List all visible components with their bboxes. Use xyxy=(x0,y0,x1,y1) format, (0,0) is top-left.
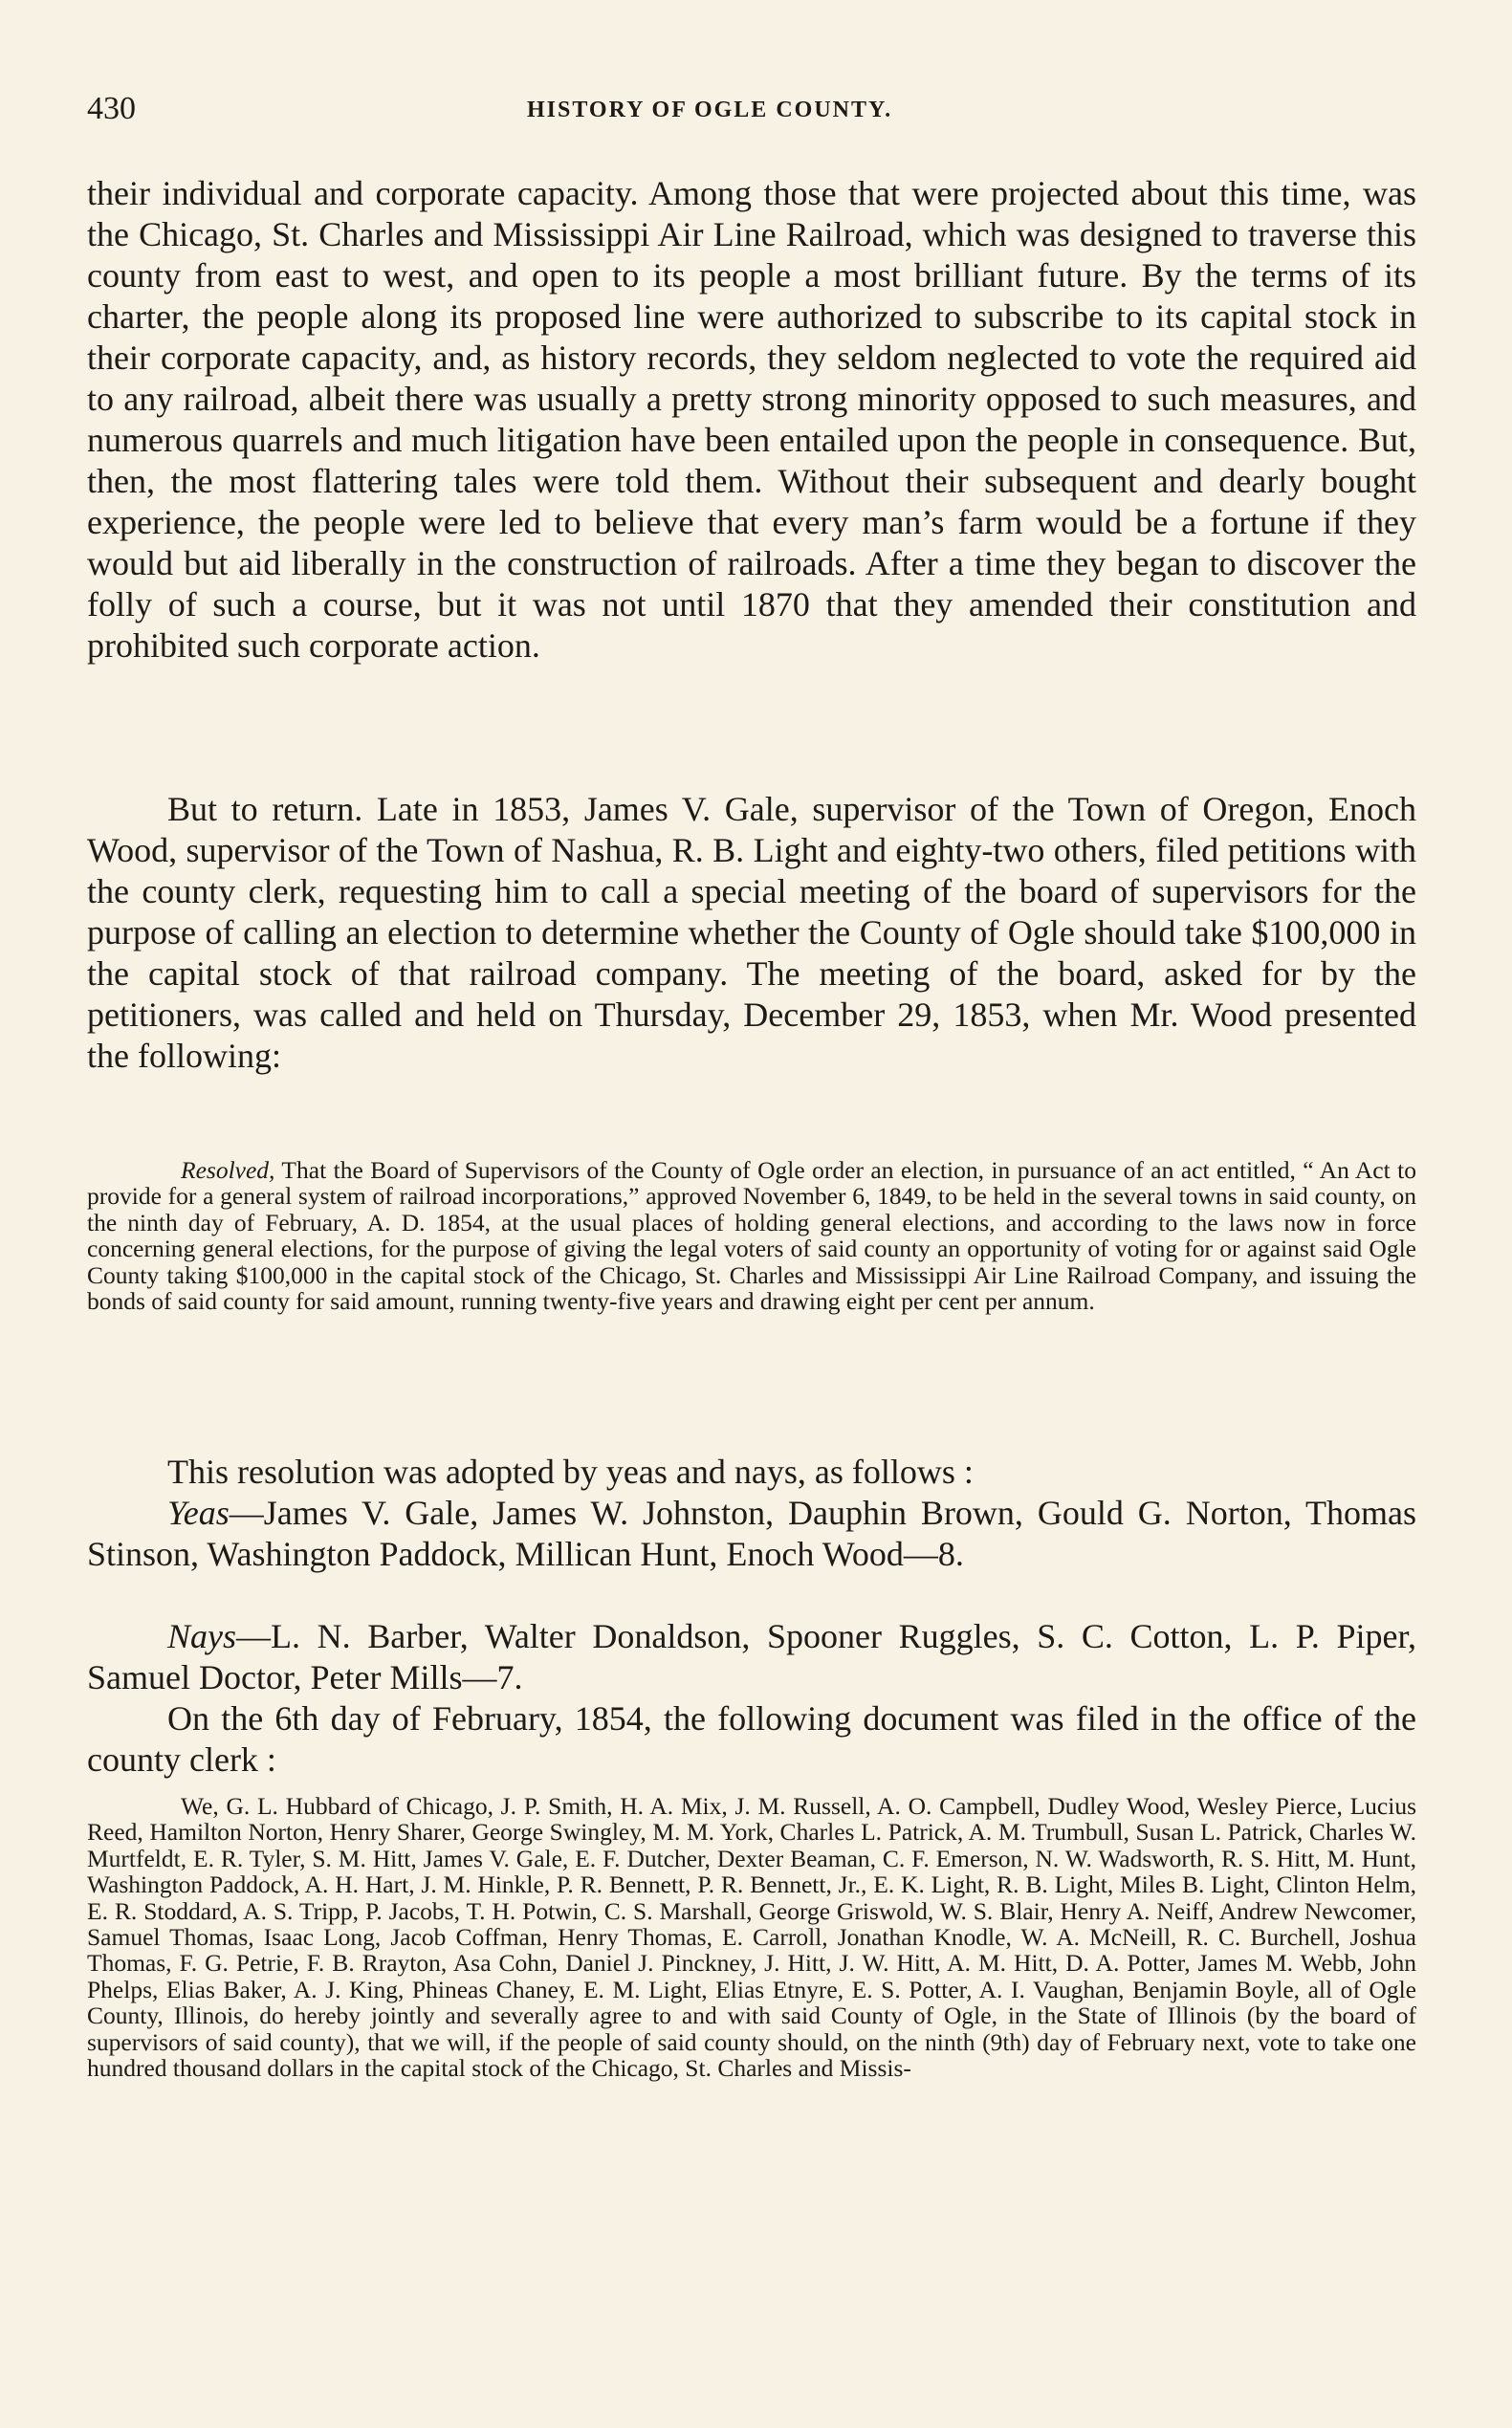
nays-label: Nays xyxy=(167,1617,236,1655)
nays-paragraph xyxy=(87,1616,1416,1698)
nays-list: —L. N. Barber, Walter Donaldson, Spooner Ruggles, S. C. Cotton, L. P. Piper, Samuel Doctor, Peter Mills—7. xyxy=(87,1617,1416,1696)
document-filed-paragraph: On the 6th day of February, 1854, the following document was filed in the office of the county clerk : xyxy=(87,1699,1416,1779)
yeas-paragraph xyxy=(87,1493,1416,1575)
paragraph-petition: But to return. Late in 1853, James V. Gale, supervisor of the Town of Oregon, Enoch Wood, supervisor of the Town of Nashua, R. B. Light and eighty-two others, filed petitions with the county clerk, requesting him to call a special meeting of the board of supervisors for the purpose of calling an election to determine whether the County of Ogle should take $100,000 in the capital stock of that railroad company. The meeting of the board, asked for by the petitioners, was called and held on Thursday, December 29, 1853, when Mr. Wood presented the following: xyxy=(87,790,1416,1075)
vote-intro-paragraph: This resolution was adopted by yeas and nays, as follows : xyxy=(167,1453,974,1491)
yeas-list: —James V. Gale, James W. Johnston, Dauphin Brown, Gould G. Norton, Thomas Stinson, Washington Paddock, Millican Hunt, Enoch Wood—8. xyxy=(87,1494,1416,1573)
filed-document-quote: We, G. L. Hubbard of Chicago, J. P. Smith, H. A. Mix, J. M. Russell, A. O. Campbell, Dudley Wood, Wesley Pierce, Lucius Reed, Hamilton Norton, Henry Sharer, George Swingley, M. M. York, Charles L. Patrick, A. M. Trumbull, Susan L. Patrick, Charles W. Murtfeldt, E. R. Tyler, S. M. Hitt, James V. Gale, E. F. Dutcher, Dexter Beaman, C. F. Emerson, N. W. Wadsworth, R. S. Hitt, M. Hunt, Washington Paddock, A. H. Hart, J. M. Hinkle, P. R. Bennett, P. R. Bennett, Jr., E. K. Light, R. B. Light, Miles B. Light, Clinton Helm, E. R. Stoddard, A. S. Tripp, P. Jacobs, T. H. Potwin, C. S. Marshall, George Griswold, W. S. Blair, Henry A. Neiff, Andrew Newcomer, Samuel Thomas, Isaac Long, Jacob Coffman, Henry Thomas, E. Carroll, Jonathan Knodle, W. A. McNeill, R. C. Burchell, Joshua Thomas, F. G. Petrie, F. B. Rrayton, Asa Cohn, Daniel J. Pinckney, J. Hitt, J. W. Hitt, A. M. Hitt, D. A. Potter, James M. Webb, John Phelps, Elias Baker, A. J. King, Phineas Chaney, E. M. Light, Elias Etnyre, E. S. Potter, A. I. Vaughan, Benjamin Boyle, all of Ogle County, Illinois, do hereby jointly and severally agree to and with said County of Ogle, in the State of Illinois (by the board of supervisors of said county), that we will, if the people of said county should, on the ninth (9th) day of February next, vote to take one hundred thousand dollars in the capital stock of the Chicago, St. Charles and Missis- xyxy=(87,1792,1416,2083)
page-number: 430 xyxy=(87,91,136,126)
running-head: HISTORY OF OGLE COUNTY. xyxy=(527,98,893,122)
resolution-quote xyxy=(87,1157,1416,1314)
page-header xyxy=(87,90,1426,132)
resolution-text: That the Board of Supervisors of the County of Ogle order an election, in pursuance of an act entitled, “ An Act to provide for a general system of railroad incorporations,” approved November 6, 1849, to be held in the several towns in said county, on the ninth day of February, A. D. 1854, at the usual places of holding general elections, and according to the laws now in force concerning general elections, for the purpose of giving the legal voters of said county an opportunity of voting for or against said Ogle County taking $100,000 in the capital stock of the Chicago, St. Charles and Mississippi Air Line Railroad Company, and issuing the bonds of said county for said amount, running twenty-five years and drawing eight per cent per annum. xyxy=(87,1156,1416,1316)
yeas-label: Yeas xyxy=(167,1494,230,1532)
resolved-label: Resolved, xyxy=(181,1156,275,1184)
paragraph-railroad-projects: their individual and corporate capacity. Among those that were projected about this time, was the Chicago, St. Charles and Mississippi Air Line Railroad, which was designed to traverse this county from east to west, and open to its people a most brilliant future. By the terms of its charter, the people along its proposed line were authorized to subscribe to its capital stock in their corporate capacity, and, as history records, they seldom neglected to vote the required aid to any railroad, albeit there was usually a pretty strong minority opposed to such measures, and numerous quarrels and much litigation have been entailed upon the people in consequence. But, then, the most flattering tales were told them. Without their subsequent and dearly bought experience, the people were led to believe that every man’s farm would be a fortune if they would but aid liberally in the construction of railroads. After a time they began to discover the folly of such a course, but it was not until 1870 that they amended their constitution and prohibited such corporate action. xyxy=(87,174,1416,665)
